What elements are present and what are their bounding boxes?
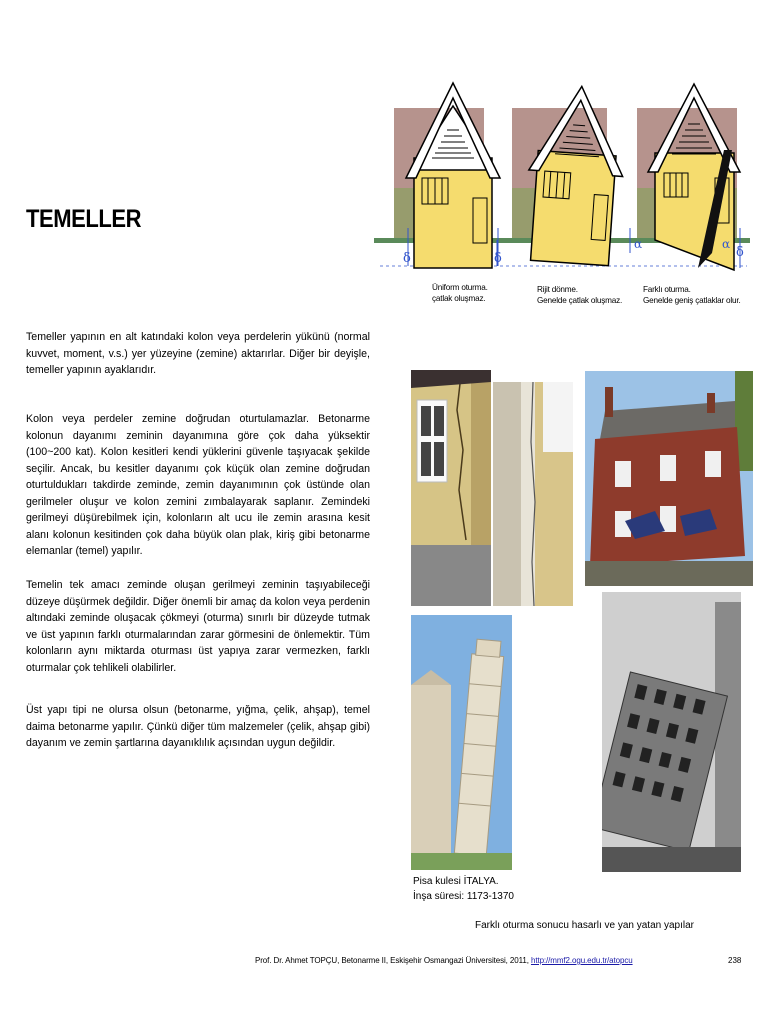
caption-differential: Farklı oturma. Genelde geniş çatlaklar olur.	[643, 285, 741, 305]
photo-corner-crack	[493, 382, 573, 606]
delta-symbol-1: δ	[403, 251, 411, 266]
delta-symbol-3: δ	[736, 245, 744, 260]
delta-symbol-2: δ	[494, 251, 502, 266]
page-number: 238	[728, 956, 742, 965]
footer: Prof. Dr. Ahmet TOPÇU, Betonarme II, Eskişehir Osmangazi Üniversitesi, 2011, http://mmf2.ogu.edu.tr/atopcu	[255, 956, 633, 965]
caption-uniform: Üniform oturma. çatlak oluşmaz.	[432, 283, 488, 303]
photo-pisa-tower	[411, 615, 512, 870]
settlement-diagram	[372, 78, 752, 278]
photo-tilted-building	[602, 592, 741, 872]
photo-crooked-house	[585, 371, 753, 586]
footer-link[interactable]: http://mmf2.ogu.edu.tr/atopcu	[530, 956, 633, 965]
paragraph-3: Temelin tek amacı zeminde oluşan gerilmeyi zeminin taşıyabileceği düzeye düşürmek değildir. Diğer önemli bir amaç da kolon veya perdenin altındaki zeminde oluşacak çökmeyi (oturma) sınırlı bir düzeyde tutmak ve üst yapının farklı oturmalarından zarar görmesini de önlemektir. Tüm kolonların aynı miktarda oturması üst yapıya zarar vermezken, farklı oturmalar çok tehlikeli olabilirler.	[26, 579, 370, 674]
alpha-symbol-1: α	[634, 237, 643, 251]
paragraph-2: Kolon veya perdeler zemine doğrudan oturtulamazlar. Betonarme kolonun dayanımı zeminin dayanımına göre çok daha yüksektir (100~200 kat). Kolon kesitleri kendi yüklerini güvenle taşıyacak şekilde seçilir. Ancak, bu kesitler dayanımı çok küçük olan zemine doğrudan oturtuldukları takdirde zeminde, zemin dayanımının çok üstünde olan gerilmeler oluşur ve kolon zemini zımbalayarak saplanır. Zemindeki gerilmeyi düşürebilmek için, kolonların alt ucu ile zemin arasına kesit alanı kolonun kesitinden çok daha büyük olan plak, kiriş gibi betonarme elemanlar (temel) yapılır.	[26, 413, 370, 557]
paragraph-4: Üst yapı tipi ne olursa olsun (betonarme, yığma, çelik, ahşap), temel daima betonarme yapılır. Çünkü diğer tüm malzemeler (çelik, ahşap gibi) dayanım ve zemin şartlarına dayanıklılık açısından uygun değildir.	[26, 704, 370, 749]
photo-cracked-wall	[411, 370, 491, 606]
paragraph-1: Temeller yapının en alt katındaki kolon veya perdelerin yükünü (normal kuvvet, moment, v.s.) yer yüzeyine (zemine) aktarırlar. Diğer bir deyişle, temeller yapının ayaklarıdır.	[26, 331, 370, 376]
page-title: TEMELLER	[26, 205, 142, 233]
photos-caption: Farklı oturma sonucu hasarlı ve yan yatan yapılar	[475, 920, 694, 931]
pisa-caption: Pisa kulesi İTALYA. İnşa süresi: 1173-1370	[413, 876, 514, 902]
caption-rigid: Rijit dönme. Genelde çatlak oluşmaz.	[537, 285, 623, 305]
alpha-symbol-2: α	[722, 237, 731, 251]
